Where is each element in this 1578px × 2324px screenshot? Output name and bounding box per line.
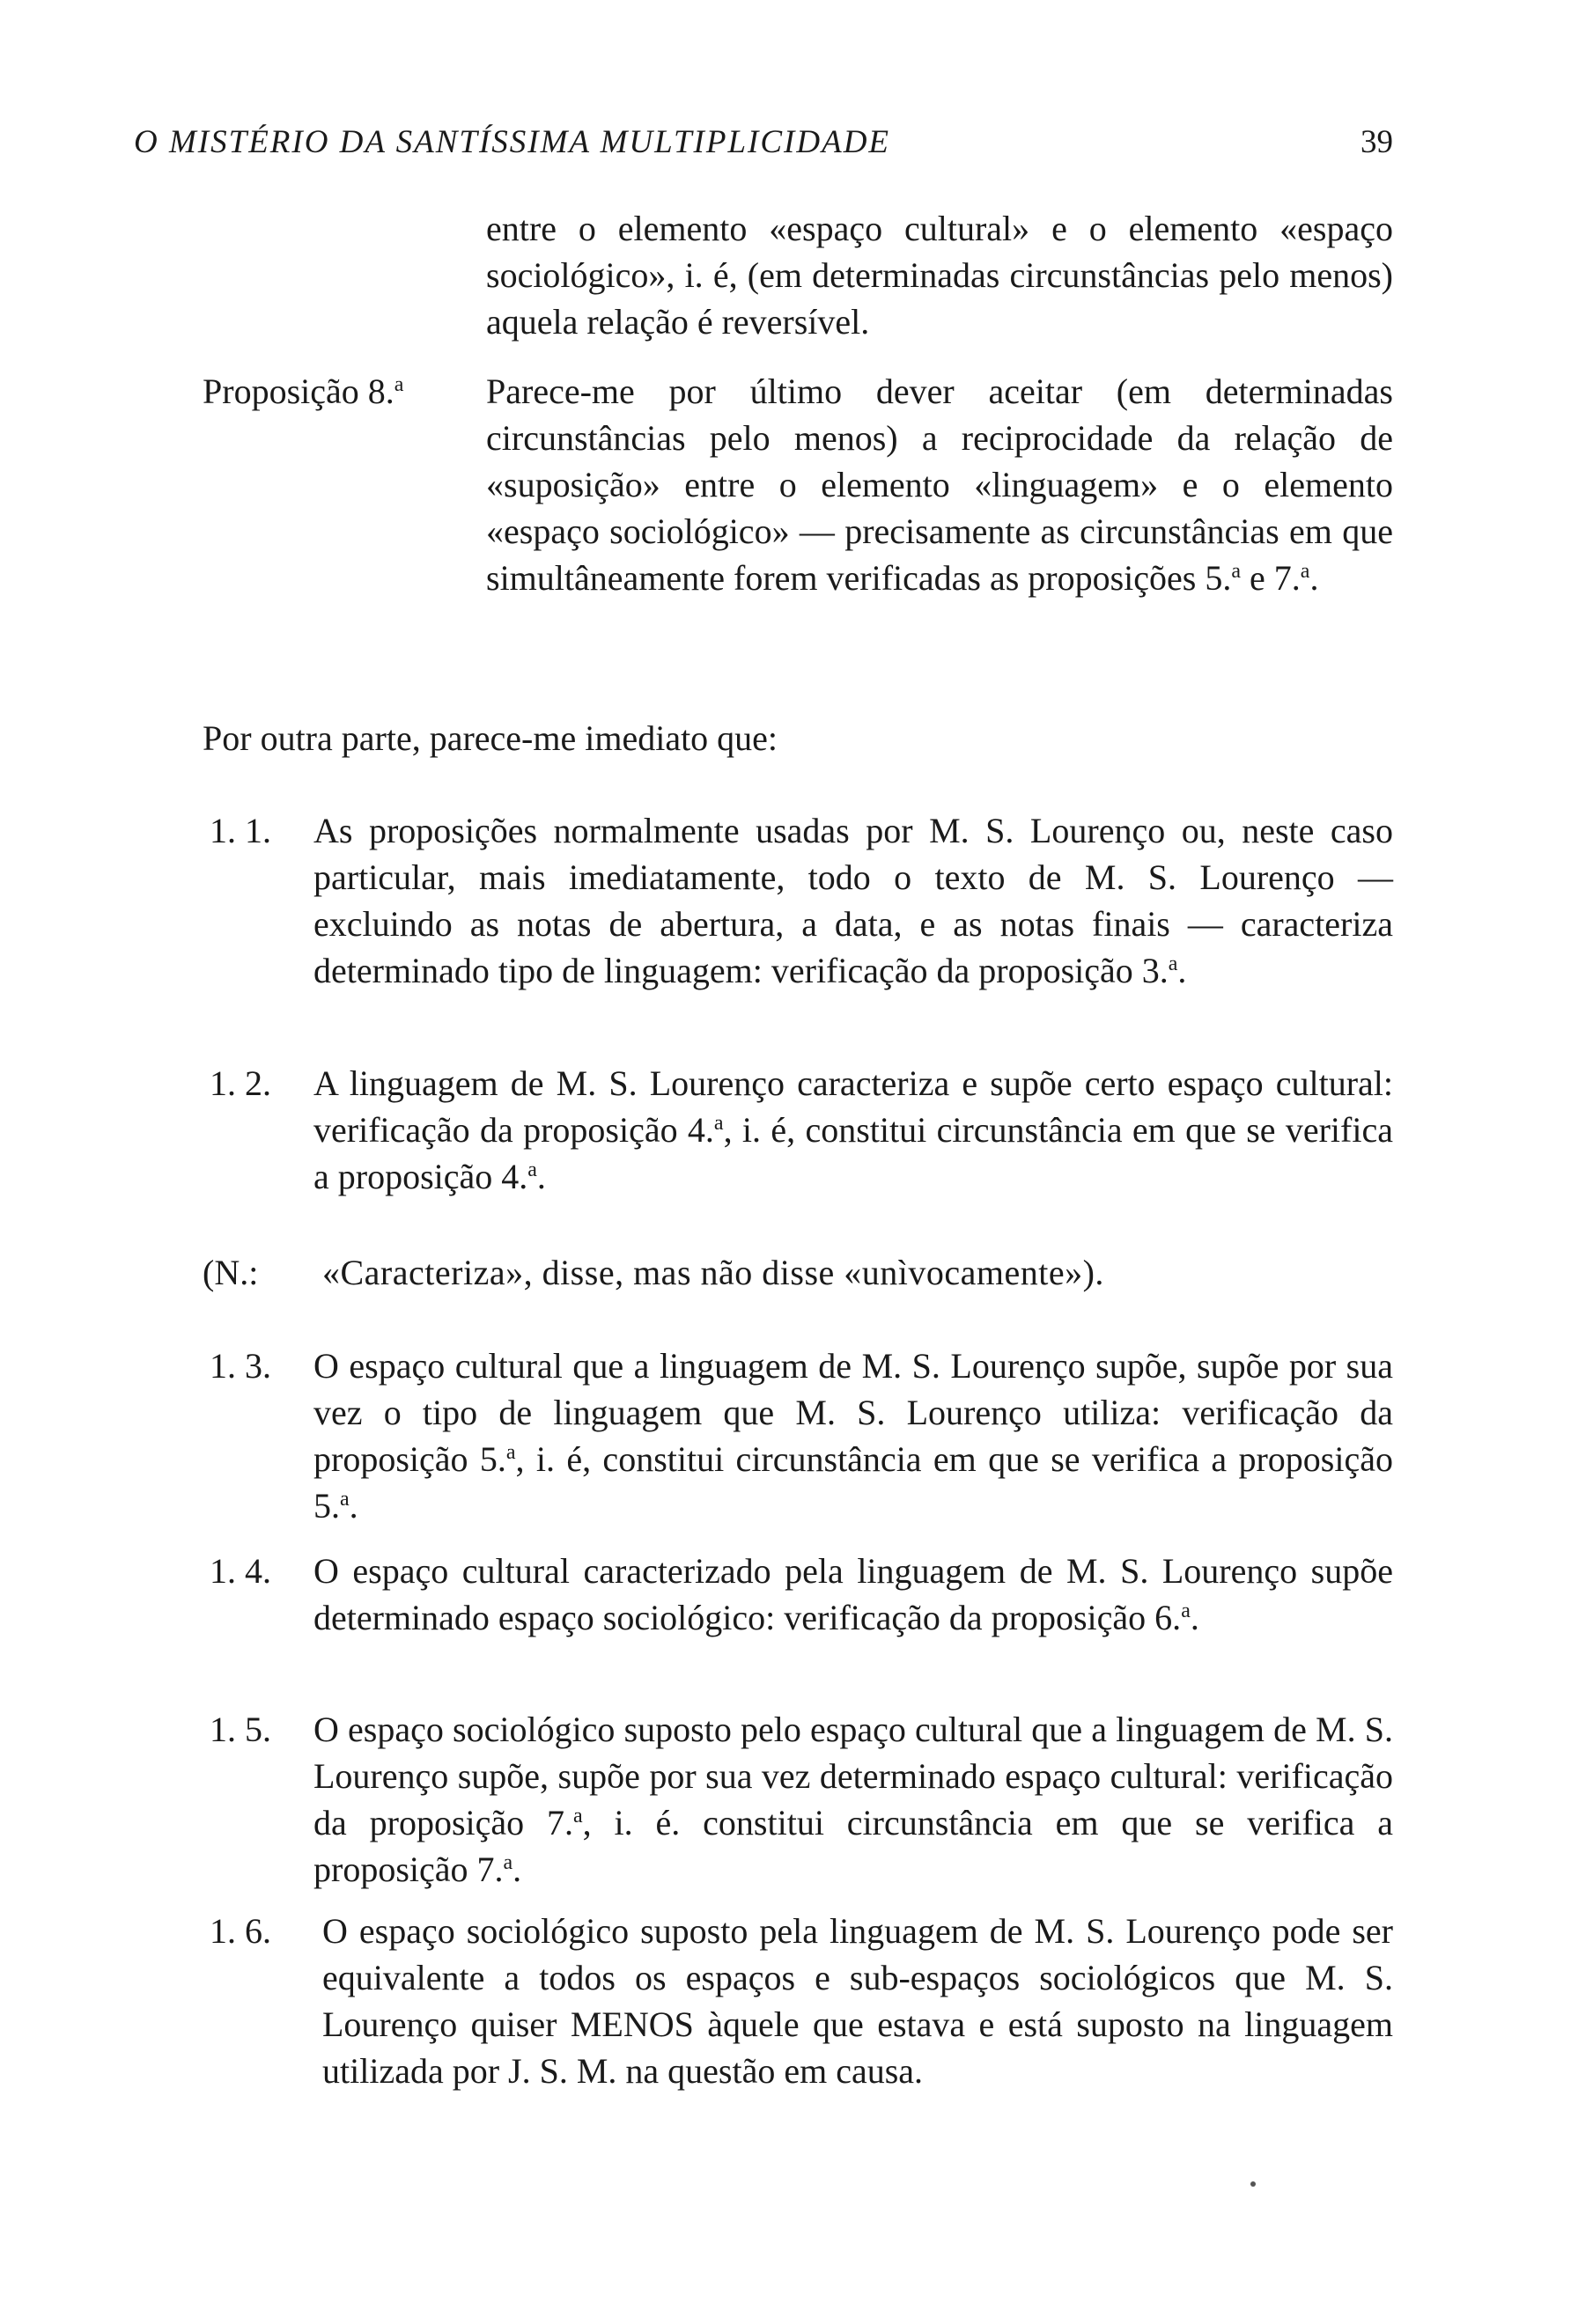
item-text: . [349,1486,358,1526]
item-text: O espaço cultural que a linguagem de M. S. Lourenço supõe, supõe por sua vez o tipo de linguagem que M. S. Lourenço utiliza: verificação da proposição 5. [313,1346,1393,1479]
intro-line: Por outra parte, parece-me imediato que: [203,718,778,758]
item-number: 1. 4. [210,1551,271,1591]
proposition-label [203,368,403,415]
item-sup: a [340,1488,350,1511]
item-text: O espaço sociológico suposto pela linguagem de M. S. Lourenço pode ser equivalente a todos os espaços e sub-espaços sociológicos que M. S. Lourenço quiser MENOS àquele que estava e está suposto na linguagem utilizada por J. S. M. na questão em causa. [322,1911,1393,2091]
page-number: 39 [1360,124,1393,160]
proposition-text-3: . [1309,558,1319,598]
proposition-text-2: e 7. [1241,558,1301,598]
item-text: As proposições normalmente usadas por M. S. Lourenço ou, neste caso particular, mais imediatamente, todo o texto de M. S. Lourenço — excluindo as notas de abertura, a data, e as notas finais — caracteriza determinado tipo de linguagem: verificação da proposição 3. [313,811,1393,990]
item-sup: a [1181,1600,1191,1622]
note-text: «Caracteriza», disse, mas não disse «unìvocamente»). [322,1253,1104,1292]
list-item [313,1342,1393,1529]
continuation-paragraph: entre o elemento «espaço cultural» e o elemento «espaço sociológico», i. é, (em determinadas circunstâncias pelo menos) aquela relação é reversível. [486,209,1393,342]
running-head-title: O MISTÉRIO DA SANTÍSSIMA MULTIPLICIDADE [134,124,891,160]
item-text: , i. é, constitui circunstância em que se verifica a proposição 5. [313,1439,1393,1526]
item-text: . [1190,1598,1199,1637]
item-text: . [1177,951,1187,990]
proposition-sup-1: a [1231,560,1242,583]
note-label: (N.: [203,1253,259,1292]
list-item [313,1060,1393,1200]
item-sup: a [573,1805,583,1828]
item-number: 1. 1. [210,811,271,850]
ink-speck [1250,2181,1256,2187]
proposition-sup-2: a [1300,560,1310,583]
item-number: 1. 6. [210,1911,271,1951]
list-item [322,1908,1393,2094]
running-head [134,123,1393,176]
list-item [313,1548,1393,1641]
item-sup: a [527,1158,537,1181]
proposition-paragraph [486,368,1393,601]
item-number: 1. 3. [210,1346,271,1386]
proposition-label-text: Proposição 8. [203,371,394,411]
item-number: 1. 5. [210,1710,271,1749]
list-item [313,1706,1393,1893]
item-text: , i. é. constitui circunstância em que se verifica a proposição 7. [313,1803,1393,1889]
item-text: . [536,1157,546,1196]
item-text: . [512,1850,522,1889]
proposition-text-1: Parece-me por último dever aceitar (em determinadas circunstâncias pelo menos) a reciprocidade da relação de «suposição» entre o elemento «linguagem» e o elemento «espaço sociológico» — precisamente as circunstâncias em que simultâneamente forem verificadas as proposições 5. [486,371,1393,598]
list-item [313,807,1393,994]
item-text: , i. é, constitui circunstância em que se verifica a proposição 4. [313,1110,1393,1196]
item-sup: a [505,1441,516,1464]
item-text: O espaço sociológico suposto pelo espaço cultural que a linguagem de M. S. Lourenço supõe, supõe por sua vez determinado espaço cultural: verificação da proposição 7. [313,1710,1393,1842]
item-text: A linguagem de M. S. Lourenço caracteriza e supõe certo espaço cultural: verificação da proposição 4. [313,1063,1393,1150]
item-text: O espaço cultural caracterizado pela linguagem de M. S. Lourenço supõe determinado espaço sociológico: verificação da proposição 6. [313,1551,1393,1637]
proposition-label-sup: a [394,373,404,396]
item-sup: a [1168,952,1178,975]
item-sup: a [503,1851,513,1874]
item-number: 1. 2. [210,1063,271,1103]
item-sup: a [713,1112,724,1135]
